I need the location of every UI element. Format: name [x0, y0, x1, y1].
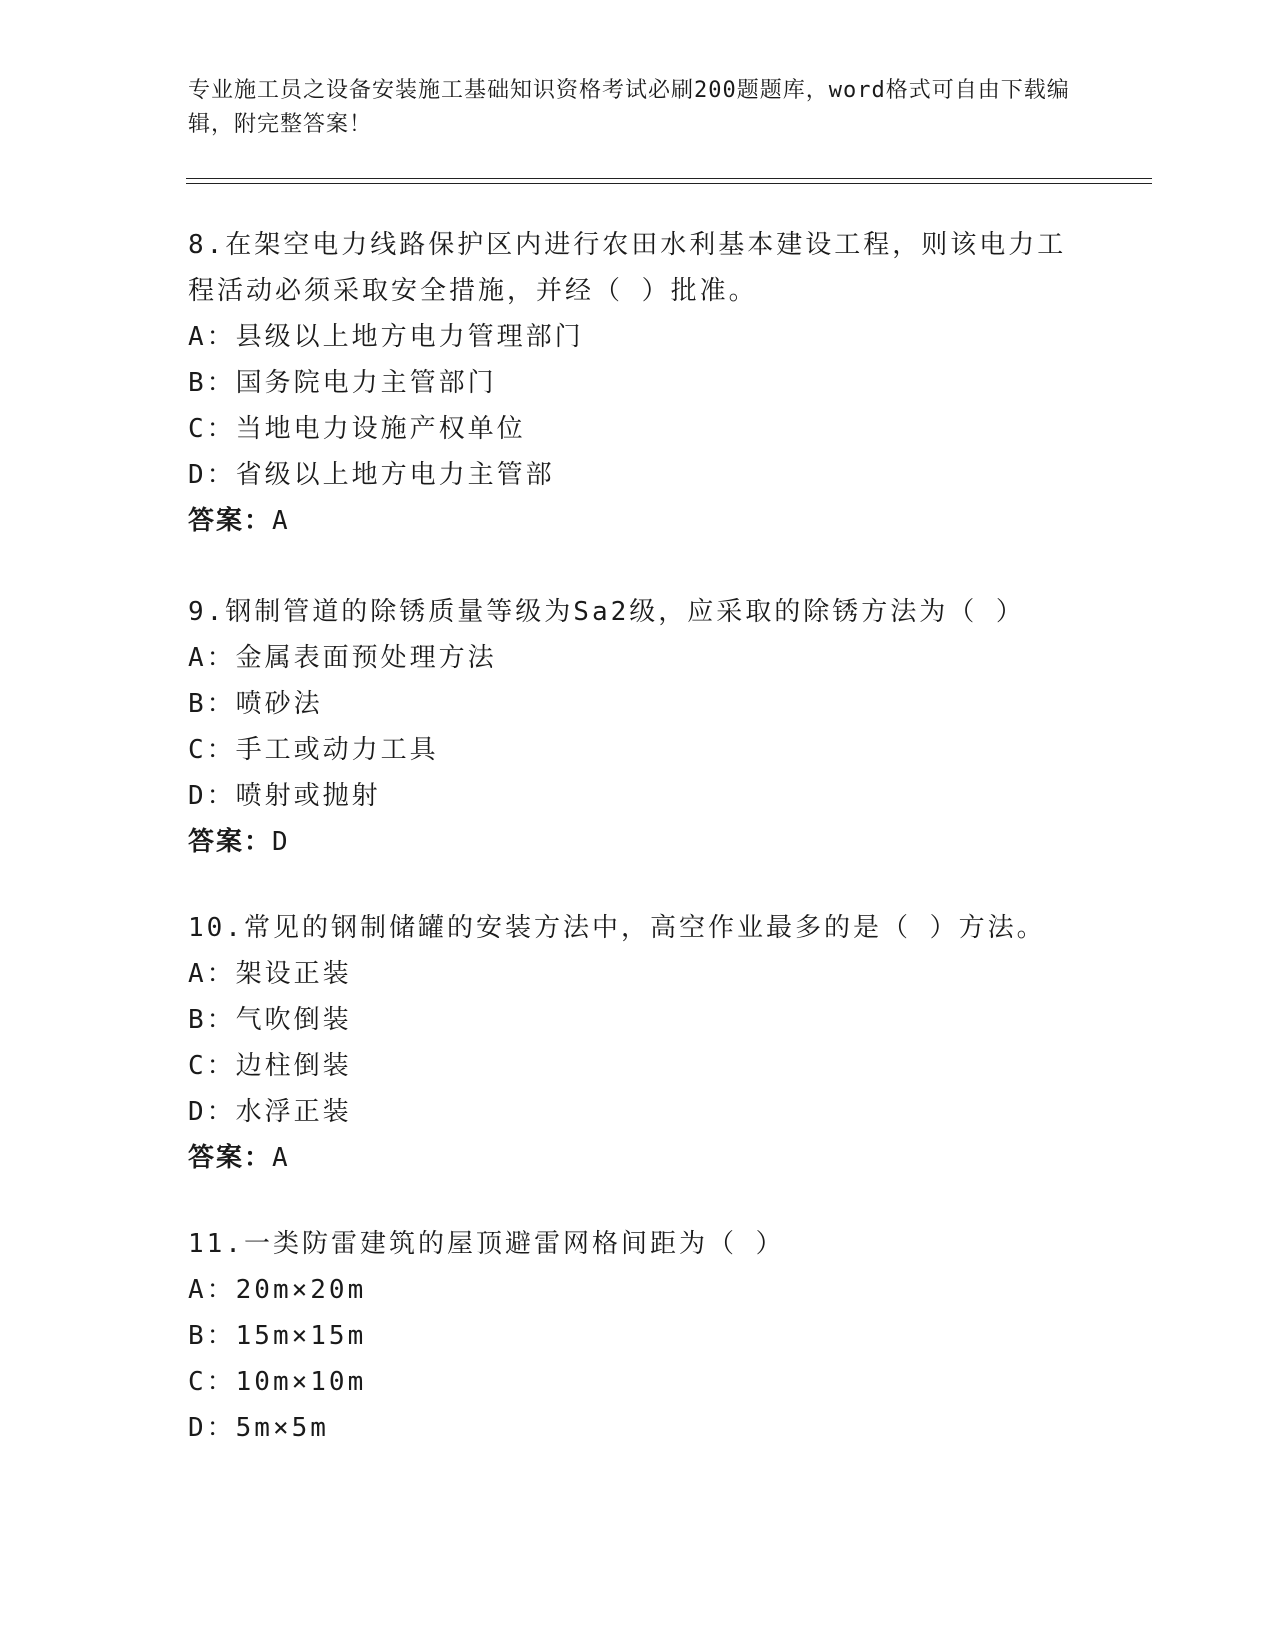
answer-line	[188, 819, 1088, 865]
answer-value: A	[272, 506, 290, 536]
question-9	[188, 589, 1088, 865]
question-stem: 8.在架空电力线路保护区内进行农田水利基本建设工程，则该电力工程活动必须采取安全措施，并经（ ）批准。	[188, 230, 1067, 306]
header-divider-top	[186, 178, 1152, 179]
answer-label: 答案：	[188, 1143, 273, 1173]
option-c: C：当地电力设施产权单位	[188, 414, 526, 444]
option-c: C：手工或动力工具	[188, 735, 439, 765]
option-a: A：金属表面预处理方法	[188, 643, 497, 673]
question-stem: 11.一类防雷建筑的屋顶避雷网格间距为（ ）	[188, 1229, 785, 1259]
option-a: A：架设正装	[188, 959, 352, 989]
option-a: A：20m×20m	[188, 1275, 367, 1305]
option-d: D：省级以上地方电力主管部	[188, 460, 555, 490]
answer-value: D	[272, 827, 290, 857]
answer-value: A	[272, 1143, 290, 1173]
option-c: C：10m×10m	[188, 1367, 367, 1397]
option-d: D：喷射或抛射	[188, 781, 381, 811]
header-divider-bottom	[186, 183, 1152, 184]
question-stem: 10.常见的钢制储罐的安装方法中，高空作业最多的是（ ）方法。	[188, 913, 1046, 943]
answer-line	[188, 498, 1088, 544]
question-11	[188, 1221, 1088, 1451]
option-d: D：5m×5m	[188, 1413, 329, 1443]
option-b: B：气吹倒装	[188, 1005, 352, 1035]
answer-label: 答案：	[188, 827, 273, 857]
option-c: C：边柱倒装	[188, 1051, 352, 1081]
option-b: B：喷砂法	[188, 689, 323, 719]
option-b: B：15m×15m	[188, 1321, 367, 1351]
question-8	[188, 222, 1088, 544]
question-10	[188, 905, 1088, 1181]
question-stem: 9.钢制管道的除锈质量等级为Sa2级，应采取的除锈方法为（ ）	[188, 597, 1025, 627]
document-header: 专业施工员之设备安装施工基础知识资格考试必刷200题题库，word格式可自由下载编辑，附完整答案！	[188, 78, 1070, 137]
answer-label: 答案：	[188, 506, 273, 536]
answer-line	[188, 1135, 1088, 1181]
option-a: A：县级以上地方电力管理部门	[188, 322, 584, 352]
option-d: D：水浮正装	[188, 1097, 352, 1127]
option-b: B：国务院电力主管部门	[188, 368, 497, 398]
